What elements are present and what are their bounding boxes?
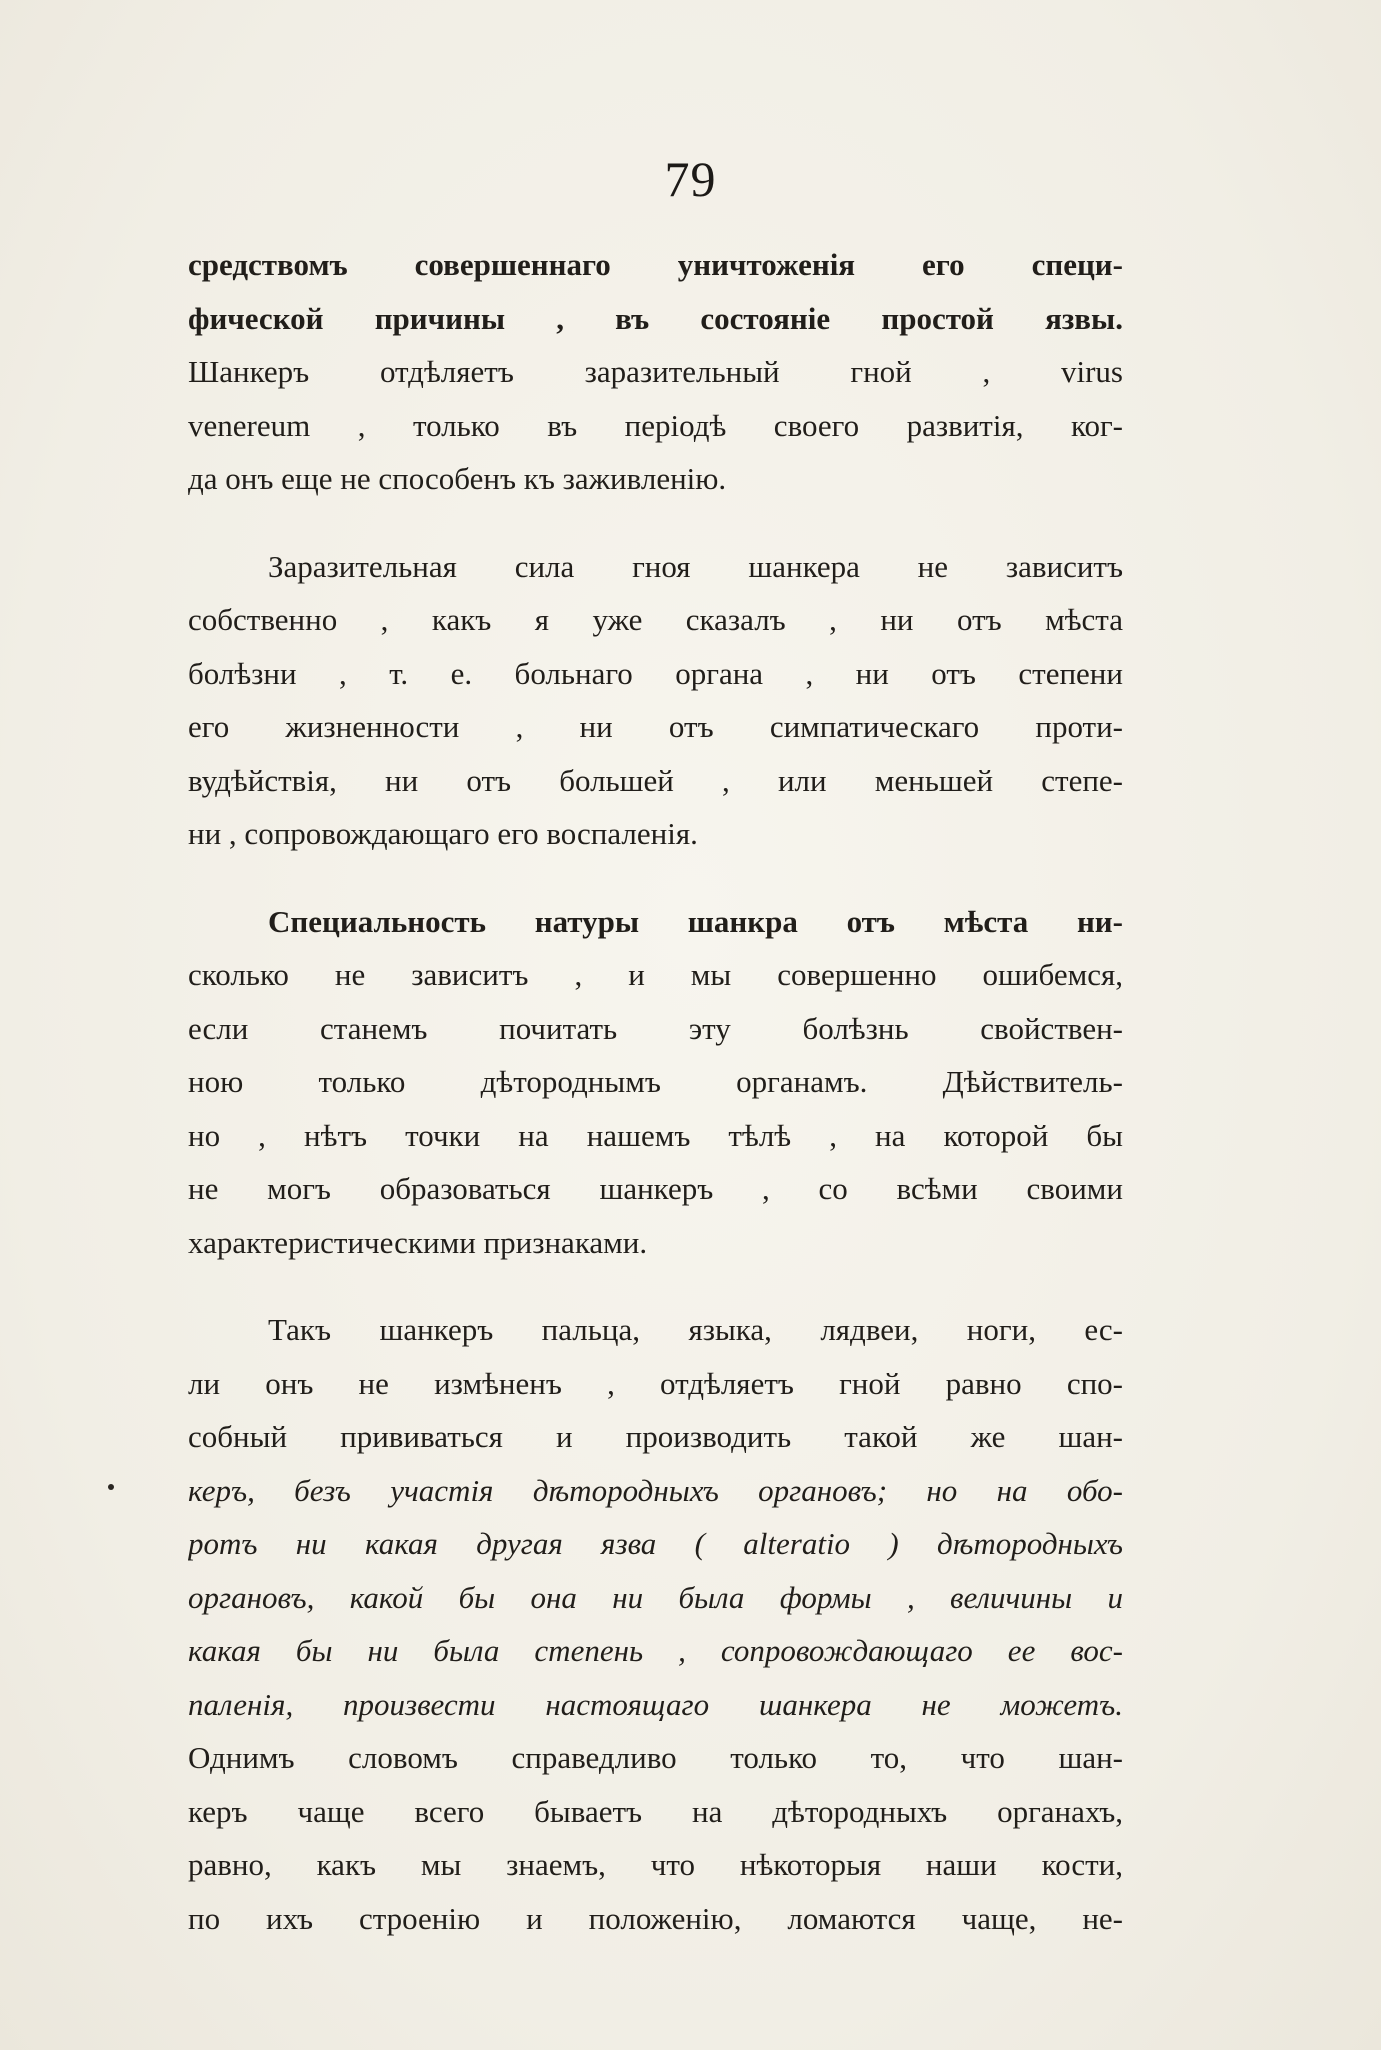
text-line: средствомъ совершеннаго уничтоженія его специ-	[188, 247, 1123, 282]
text-line: ни , сопровождающаго его воспаленія.	[188, 816, 698, 851]
page-number: 79	[664, 151, 717, 207]
text-line: равно, какъ мы знаемъ, что нѣкоторыя наши кости,	[188, 1847, 1123, 1882]
text-line: керъ чаще всего бываетъ на дѣтородныхъ органахъ,	[188, 1793, 1123, 1829]
text-line: не могъ образоваться шанкеръ , со всѣми своими	[188, 1171, 1123, 1206]
text-line: venereum , только въ періодѣ своего развитія, ког-	[188, 407, 1123, 443]
margin-dot	[108, 1484, 114, 1490]
text-line: ротъ ни какая другая язва ( alteratio ) дѣтородныхъ	[188, 1526, 1123, 1561]
text-line: собный прививаться и производить такой же шан-	[188, 1419, 1123, 1454]
text-line: его жизненности , ни отъ симпатическаго проти-	[188, 709, 1123, 744]
text-line: Такъ шанкеръ пальца, языка, лядвеи, ноги, ес-	[268, 1312, 1123, 1347]
text-line: Заразительная сила гноя шанкера не зависитъ	[268, 548, 1123, 584]
text-line: вудѣйствія, ни отъ большей , или меньшей степе-	[188, 762, 1123, 798]
text-line: ли онъ не измѣненъ , отдѣляетъ гной равно спо-	[188, 1365, 1123, 1401]
body-text	[188, 238, 1123, 1945]
text-line: ною только дѣтороднымъ органамъ. Дѣйствитель-	[188, 1064, 1123, 1099]
text-line: характеристическими признаками.	[188, 1224, 648, 1260]
text-line: собственно , какъ я уже сказалъ , ни отъ мѣста	[188, 602, 1123, 637]
text-line: фической причины , въ состояніе простой язвы.	[188, 300, 1123, 336]
text-line: паленія, произвести настоящаго шанкера не можетъ.	[188, 1686, 1123, 1722]
text-line: какая бы ни была степень , сопровождающаго ее вос-	[188, 1633, 1123, 1668]
text-line: если станемъ почитать эту болѣзнь свойствен-	[188, 1010, 1123, 1046]
text-line: керъ, безъ участія дѣтородныхъ органовъ; но на обо-	[188, 1472, 1123, 1508]
text-line: сколько не зависитъ , и мы совершенно ошибемся,	[188, 957, 1123, 992]
text-line: но , нѣтъ точки на нашемъ тѣлѣ , на которой бы	[188, 1117, 1123, 1153]
text-line: Шанкеръ отдѣляетъ заразительный гной , virus	[188, 354, 1123, 389]
text-line: по ихъ строенію и положенію, ломаются чаще, не-	[188, 1900, 1123, 1936]
text-line: болѣзни , т. е. больнаго органа , ни отъ степени	[188, 655, 1123, 691]
text-line: органовъ, какой бы она ни была формы , величины и	[188, 1579, 1123, 1615]
text-line: Однимъ словомъ справедливо только то, что шан-	[188, 1740, 1123, 1775]
text-line: Специальность натуры шанкра отъ мѣста ни-	[268, 903, 1123, 939]
text-line: да онъ еще не способенъ къ заживленію.	[188, 461, 727, 496]
